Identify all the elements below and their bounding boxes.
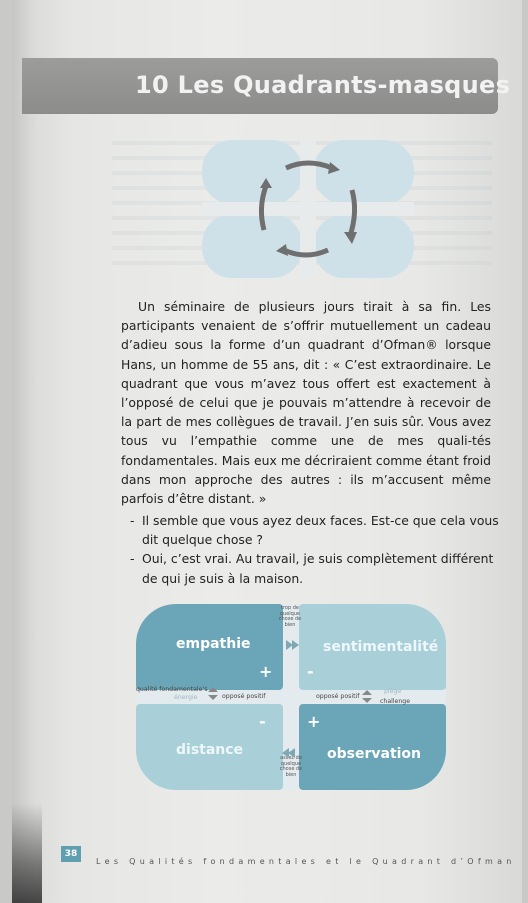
positive-opposite-caption-left: opposé positif bbox=[222, 693, 266, 700]
dialog-list bbox=[130, 511, 510, 588]
page-shadow bbox=[12, 803, 42, 903]
quadrant-pitfall bbox=[299, 604, 446, 690]
arrow-left-icon bbox=[288, 748, 295, 758]
story-paragraph: Un séminaire de plusieurs jours tirait à sa fin. Les participants venaient de s’offrir mutuellement un cadeau d’adieu sous la forme d’un quadrant d’Ofman® lorsque Hans, un homme de 55 ans, dit : « C’est extraordinaire. Le quadrant que vous m’avez tous offert est exactement à l’opposé de celui que je pouvais m’attendre à recevoir de la part de mes collègues de travail. J’en suis sûr. Vous avez tous vu l’empathie comme une de mes quali-tés fondamentales. Mais eux me décriraient comme étant froid dans mon approche des autres : ils m’accusent même parfois d’être distant. » bbox=[121, 299, 491, 507]
plus-sign-top: + bbox=[259, 662, 273, 681]
energy-caption: énergie bbox=[174, 694, 198, 701]
dialog-text: Oui, c’est vrai. Au travail, je suis complètement différent de qui je suis à la maison. bbox=[142, 551, 494, 586]
minus-sign-top: - bbox=[307, 662, 314, 681]
plus-sign-bottom: + bbox=[307, 712, 321, 731]
positive-opposite-caption-right: opposé positif bbox=[316, 693, 360, 700]
core-quality-caption: qualité fondamentale’s bbox=[136, 686, 208, 693]
running-title: Les Qualités fondamentales et le Quadrant d’Ofman bbox=[96, 857, 516, 866]
allergy-label: distance bbox=[176, 742, 244, 758]
dialog-line bbox=[130, 511, 510, 549]
enough-label: assez de quelque chose de bien bbox=[279, 755, 303, 778]
arrow-right-icon bbox=[292, 640, 299, 650]
page-number: 38 bbox=[61, 846, 81, 862]
pitfall-label: sentimentalité bbox=[323, 639, 439, 655]
arrow-down-icon bbox=[208, 695, 218, 700]
too-much-label: trop de quelque chose de bien bbox=[278, 605, 302, 628]
dialog-line bbox=[130, 549, 510, 587]
pitfall-caption: piège bbox=[384, 688, 402, 695]
arrow-down-icon bbox=[362, 698, 372, 703]
dialog-text: Il semble que vous ayez deux faces. Est-ce que cela vous dit quelque chose ? bbox=[142, 513, 499, 548]
book-page bbox=[12, 0, 522, 903]
quadrant-challenge bbox=[299, 704, 446, 790]
minus-sign-bottom: - bbox=[259, 712, 266, 731]
arrow-up-icon bbox=[208, 687, 218, 692]
quadrant-cycle-logo bbox=[202, 140, 414, 278]
core-quality-label: empathie bbox=[176, 636, 251, 652]
chapter-title-bar bbox=[22, 58, 511, 114]
ofman-quadrant bbox=[136, 604, 446, 790]
arrow-up-icon bbox=[362, 690, 372, 695]
chapter-title: 10 Les Quadrants-masques bbox=[135, 71, 511, 99]
dialog-dash: - bbox=[130, 513, 135, 528]
challenge-quality-label: observation bbox=[327, 746, 422, 762]
challenge-caption: challenge bbox=[380, 698, 411, 705]
dialog-dash: - bbox=[130, 551, 135, 567]
